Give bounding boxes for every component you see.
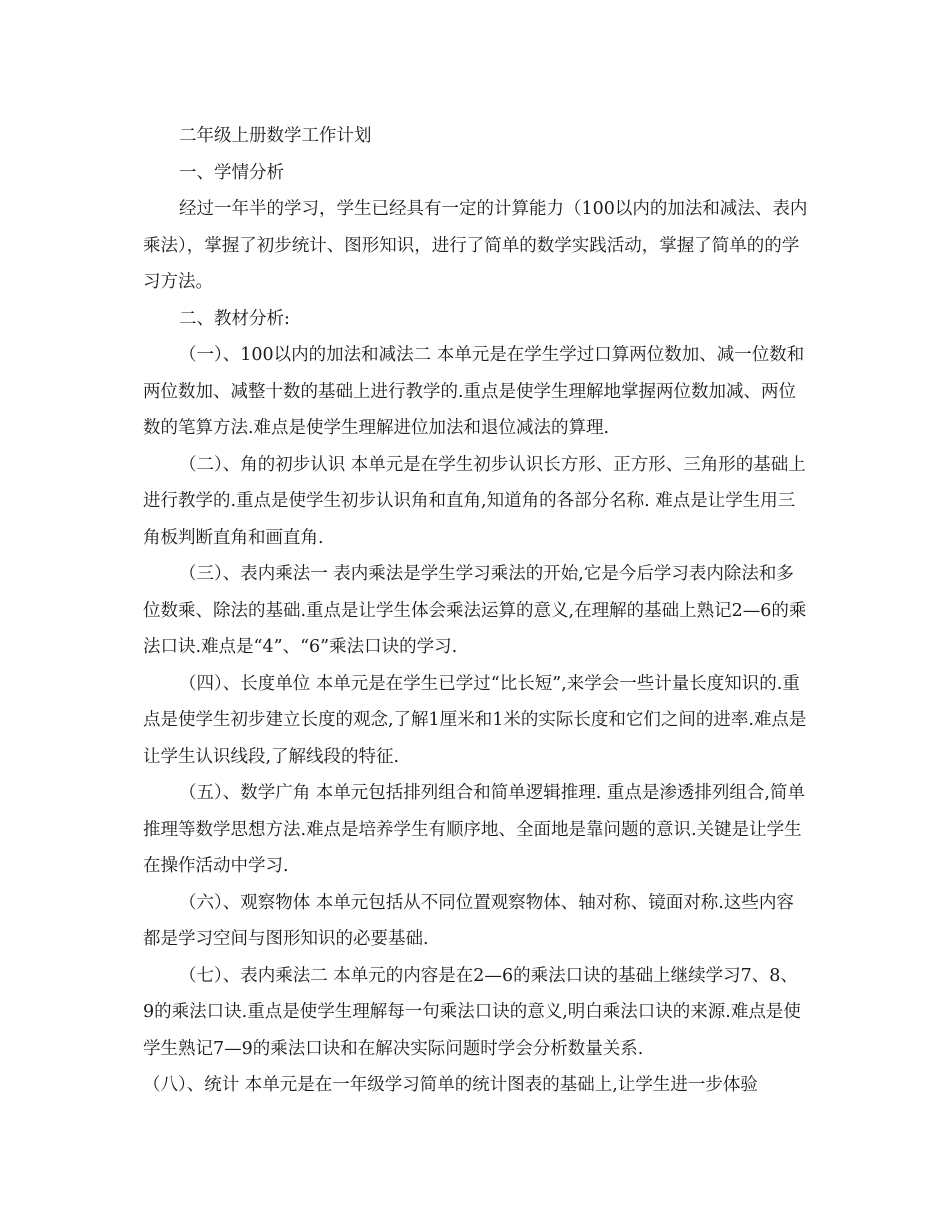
paragraph-unit-8: （八）、统计 本单元是在一年级学习简单的统计图表的基础上,让学生进一步体验 [143,1075,758,1095]
paragraph-unit-1: （一）、100以内的加法和减法二 本单元是在学生学过口算两位数加、减一位数和两位数加、减整十数的基础上进行教学的.重点是使学生理解地掌握两位数加减、两位数的笔算方法.难点是使学生理解进位加法和退位减法的算理. [143,345,805,438]
paragraph-student-analysis: 经过一年半的学习，学生已经具有一定的计算能力（100以内的加法和减法、表内乘法），掌握了初步统计、图形知识，进行了简单的数学实践活动，掌握了简单的的学习方法。 [143,199,808,292]
document-body [143,118,808,1104]
paragraph-unit-7: （七）、表内乘法二 本单元的内容是在2—6的乘法口诀的基础上继续学习7、8、9的乘法口诀.重点是使学生理解每一句乘法口诀的意义,明白乘法口诀的来源.难点是使学生熟记7—9的乘法口诀和在解决实际问题时学会分析数量关系. [143,965,801,1059]
paragraph-unit-4: （四）、长度单位 本单元是在学生已学过“比长短”,来学会一些计量长度知识的.重点是使学生初步建立长度的观念,了解1厘米和1米的实际长度和它们之间的进率.难点是让学生认识线段,了解线段的特征. [143,673,807,767]
paragraph-unit-5: （五）、数学广角 本单元包括排列组合和简单逻辑推理. 重点是渗透排列组合,简单推理等数学思想方法.难点是培养学生有顺序地、全面地是靠问题的意识.关键是让学生在操作活动中学习. [143,783,805,876]
document-title: 二年级上册数学工作计划 [179,126,372,146]
paragraph-unit-3: （三）、表内乘法一 表内乘法是学生学习乘法的开始,它是今后学习表内除法和多位数乘、除法的基础.重点是让学生体会乘法运算的意义,在理解的基础上熟记2—6的乘法口诀.难点是“4”、“6”乘法口诀的学习. [143,564,807,657]
section-heading-student-analysis: 一、学情分析 [179,162,284,183]
paragraph-unit-6: （六）、观察物体 本单元包括从不同位置观察物体、轴对称、镜面对称.这些内容都是学习空间与图形知识的必要基础. [143,892,794,949]
section-heading-textbook-analysis: 二、教材分析: [179,308,290,329]
paragraph-unit-2: （二）、角的初步认识 本单元是在学生初步认识长方形、正方形、三角形的基础上进行教学的.重点是使学生初步认识角和直角,知道角的各部分名称. 难点是让学生用三角板判断直角和画直角. [143,454,806,548]
